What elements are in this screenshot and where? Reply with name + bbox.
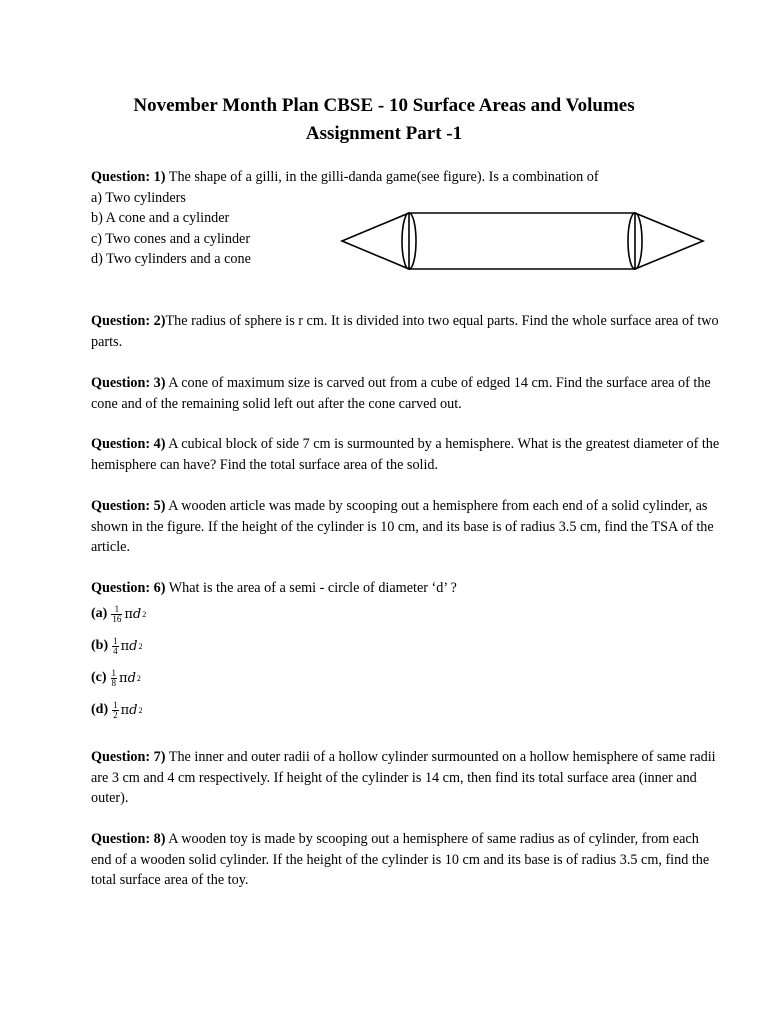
question-6-option-a: (a) $\frac{1}{16}$ π d 2 xyxy=(91,603,147,624)
question-6-text: What is the area of a semi - circle of diameter ‘d’ ? xyxy=(165,580,457,596)
option-a-label: (a) xyxy=(91,606,108,621)
question-8-label: Question: 8) xyxy=(91,831,166,847)
question-1-option-d: d) Two cylinders and a cone xyxy=(91,251,251,268)
question-1-option-c: c) Two cones and a cylinder xyxy=(91,230,251,247)
question-1-label: Question: 1) xyxy=(91,169,166,185)
question-7-label: Question: 7) xyxy=(91,749,166,765)
question-4-label: Question: 4) xyxy=(91,436,166,452)
question-6-option-b: (b) $\frac{1}{4}$ π d 2 xyxy=(91,635,143,656)
question-6 xyxy=(91,578,721,599)
question-4 xyxy=(91,434,721,475)
page-subtitle: Assignment Part -1 xyxy=(305,123,463,144)
pi-symbol: π xyxy=(124,606,133,622)
question-6-option-c: (c) $\frac{1}{8}$ π d 2 xyxy=(91,667,141,688)
option-c-label: (c) xyxy=(91,670,107,685)
question-5-text: A wooden article was made by scooping out a hemisphere from each end of a solid cylinder, as shown in the figure. If the height of the cylinder is 10 cm, and its base is of radius 3.5 cm, find the TSA of the article. xyxy=(91,498,714,556)
option-a-fraction: $\frac{1}{16}$ xyxy=(112,603,122,624)
question-6-label: Question: 6) xyxy=(91,580,166,596)
question-8 xyxy=(91,829,721,891)
question-2 xyxy=(91,311,721,352)
question-6-option-d: (d) $\frac{1}{2}$ π d 2 xyxy=(91,699,143,720)
question-8-text: A wooden toy is made by scooping out a hemisphere of same radius as of cylinder, from each end of a wooden solid cylinder. If the height of the cylinder is 10 cm and its base is of radius 3.5 cm, find the total surface area of the toy. xyxy=(91,831,710,889)
question-1-option-a: a) Two cylinders xyxy=(91,189,186,206)
pi-symbol: π xyxy=(120,702,130,718)
question-1-text: The shape of a gilli, in the gilli-danda game(see figure). Is a combination of xyxy=(165,169,599,185)
question-5 xyxy=(91,496,721,558)
pi-symbol: π xyxy=(120,638,130,654)
option-d-label: (d) xyxy=(91,702,109,717)
option-c-fraction: $\frac{1}{8}$ xyxy=(111,667,117,688)
question-4-text: A cubical block of side 7 cm is surmounted by a hemisphere. What is the greatest diameter of the hemisphere can have? Find the total surface area of the solid. xyxy=(91,436,720,473)
page-title: November Month Plan CBSE - 10 Surface Areas and Volumes xyxy=(133,95,635,116)
question-7 xyxy=(91,747,721,809)
pi-symbol: π xyxy=(119,670,128,686)
question-5-label: Question: 5) xyxy=(91,498,166,514)
gilli-figure xyxy=(335,205,707,277)
question-2-label: Question: 2) xyxy=(91,313,166,329)
question-3-text: A cone of maximum size is carved out from a cube of edged 14 cm. Find the surface area of the cone and of the remaining solid left out after the cone carved out. xyxy=(91,375,711,412)
question-3 xyxy=(91,373,721,414)
option-b-label: (b) xyxy=(91,638,109,653)
question-3-label: Question: 3) xyxy=(91,375,166,391)
question-1-option-b: b) A cone and a cylinder xyxy=(91,210,230,227)
question-2-text: The radius of sphere is r cm. It is divided into two equal parts. Find the whole surface area of two parts. xyxy=(91,313,719,350)
option-b-fraction: $\frac{1}{4}$ xyxy=(113,635,118,656)
question-7-text: The inner and outer radii of a hollow cylinder surmounted on a hollow hemisphere of same radii are 3 cm and 4 cm respectively. If height of the cylinder is 14 cm, then find its total surface area (inner and outer). xyxy=(91,749,716,807)
option-d-fraction: $\frac{1}{2}$ xyxy=(113,699,118,720)
